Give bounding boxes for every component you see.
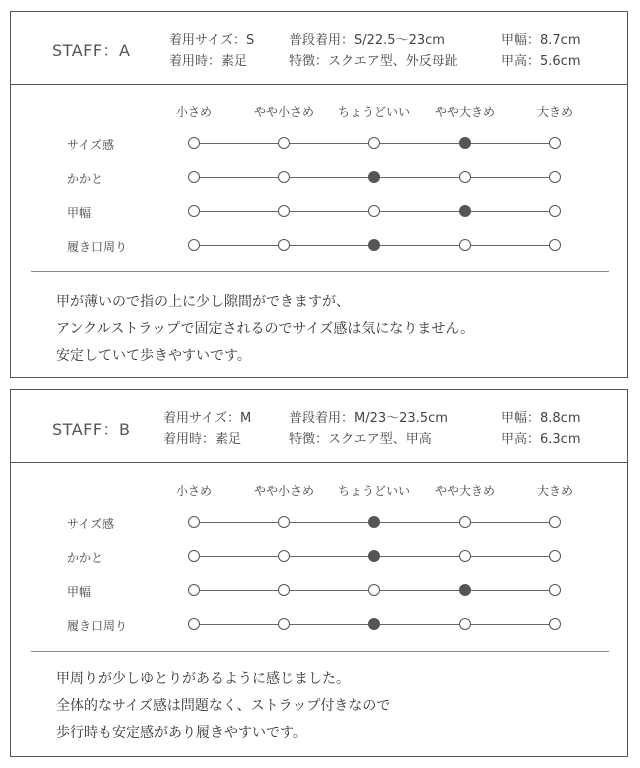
rating-dot-selected (368, 618, 380, 630)
scale-header: やや大きめ (434, 484, 496, 498)
scale-header: 大きめ (536, 484, 574, 498)
rating-dot (368, 205, 380, 217)
rating-label: かかと (67, 172, 104, 186)
divider (31, 271, 609, 272)
rating-dot (188, 171, 200, 183)
staff-a-size: 着用サイズ：S (169, 33, 255, 48)
rating-dot (459, 516, 471, 528)
staff-a-header (11, 12, 627, 85)
scale-header: やや小さめ (253, 484, 315, 498)
rating-label: 甲幅 (67, 585, 92, 599)
comment-line: アンクルストラップで固定されるのでサイズ感は気になりません。 (56, 321, 475, 337)
rating-label: 履き口周り (67, 240, 128, 254)
staff-a-instep-height: 甲高：5.6cm (501, 54, 581, 69)
scale-header: やや大きめ (434, 105, 496, 119)
staff-b-wear: 着用時：素足 (163, 432, 242, 447)
rating-label: 甲幅 (67, 206, 92, 220)
rating-dot (549, 618, 561, 630)
rating-dot (278, 516, 290, 528)
rating-dot-selected (368, 239, 380, 251)
rating-dot (188, 618, 200, 630)
rating-dot (549, 205, 561, 217)
rating-dot (459, 171, 471, 183)
rating-dot (368, 584, 380, 596)
staff-b-card (10, 389, 628, 757)
rating-dot (549, 516, 561, 528)
rating-dot (278, 584, 290, 596)
rating-dot (188, 550, 200, 562)
scale-header: ちょうどいい (337, 484, 411, 498)
rating-dot (188, 205, 200, 217)
staff-a-card (10, 11, 628, 378)
rating-dot (368, 137, 380, 149)
rating-dot (188, 516, 200, 528)
staff-a-usual: 普段着用：S/22.5〜23cm (289, 33, 445, 48)
comment-line: 安定していて歩きやすいです。 (56, 348, 251, 364)
rating-dot (459, 550, 471, 562)
rating-dot (278, 239, 290, 251)
staff-b-instep-width: 甲幅：8.8cm (501, 411, 581, 426)
rating-label: サイズ感 (67, 517, 115, 531)
rating-dot (549, 584, 561, 596)
rating-dot (549, 137, 561, 149)
scale-header: ちょうどいい (337, 105, 411, 119)
staff-b-header (11, 390, 627, 463)
rating-dot-selected (368, 171, 380, 183)
rating-dot-selected (368, 516, 380, 528)
staff-a-comment (56, 289, 474, 370)
staff-a-name: STAFF：A (52, 41, 131, 60)
staff-a-instep-width: 甲幅：8.7cm (501, 33, 581, 48)
rating-dot (549, 239, 561, 251)
rating-label: サイズ感 (67, 138, 115, 152)
rating-dot (188, 584, 200, 596)
rating-dot-selected (459, 205, 471, 217)
staff-b-comment (56, 666, 390, 747)
rating-label: 履き口周り (67, 619, 128, 633)
rating-dot (278, 618, 290, 630)
rating-dot (278, 137, 290, 149)
rating-label: かかと (67, 551, 104, 565)
scale-header: 大きめ (536, 105, 574, 119)
staff-b-usual: 普段着用：M/23〜23.5cm (289, 411, 448, 426)
divider (31, 651, 609, 652)
rating-dot (188, 137, 200, 149)
staff-b-feature: 特徴：スクエア型、甲高 (289, 432, 432, 447)
staff-a-feature: 特徴：スクエア型、外反母趾 (289, 54, 458, 69)
scale-header: 小さめ (175, 105, 213, 119)
rating-dot (278, 550, 290, 562)
rating-dot-selected (459, 584, 471, 596)
rating-dot (459, 618, 471, 630)
rating-dot (549, 550, 561, 562)
staff-b-size: 着用サイズ：M (163, 411, 252, 426)
scale-header: やや小さめ (253, 105, 315, 119)
rating-dot (278, 171, 290, 183)
rating-dot-selected (459, 137, 471, 149)
comment-line: 歩行時も安定感があり履きやすいです。 (56, 725, 307, 741)
rating-dot (459, 239, 471, 251)
rating-dot (549, 171, 561, 183)
staff-b-instep-height: 甲高：6.3cm (501, 432, 581, 447)
rating-dot (188, 239, 200, 251)
comment-line: 全体的なサイズ感は問題なく、ストラップ付きなので (56, 698, 391, 714)
rating-dot-selected (368, 550, 380, 562)
rating-dot (278, 205, 290, 217)
scale-header: 小さめ (175, 484, 213, 498)
comment-line: 甲が薄いので指の上に少し隙間ができますが、 (56, 294, 350, 310)
comment-line: 甲周りが少しゆとりがあるように感じました。 (56, 671, 350, 687)
staff-b-name: STAFF：B (52, 420, 131, 439)
staff-a-wear: 着用時：素足 (169, 54, 248, 69)
